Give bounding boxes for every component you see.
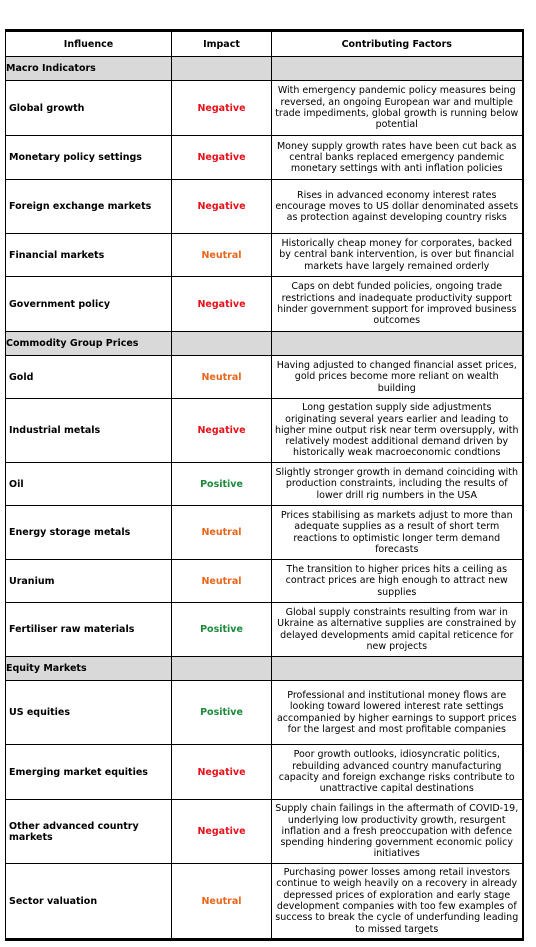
header-row [6,31,523,57]
header-factors: Contributing Factors [272,31,523,57]
factors-cell: Poor growth outlooks, idiosyncratic politics, rebuilding advanced country manufacturing capacity and foreign exchange risks contribute to unattractive capital destinations [272,745,523,800]
impact-cell: Negative [172,745,272,800]
factors-cell: Money supply growth rates have been cut back as central banks replaced emergency pandemic monetary settings with anti inflation policies [272,136,523,180]
influence-cell: Oil [6,463,172,506]
influence-cell: Uranium [6,560,172,603]
table-row [6,864,523,940]
table-row [6,681,523,745]
factors-cell: Having adjusted to changed financial asset prices, gold prices become more reliant on wealth building [272,356,523,399]
factors-cell: Professional and institutional money flows are looking toward lowered interest rate settings accompanied by higher earnings to support prices for the largest and most profitable companies [272,681,523,745]
impact-cell: Negative [172,800,272,864]
section-title: Equity Markets [6,657,172,681]
factors-cell: Caps on debt funded policies, ongoing trade restrictions and inadequate productivity support hinder government support for improved business outcomes [272,277,523,332]
table-row [6,136,523,180]
table-row [6,180,523,234]
impact-cell: Neutral [172,864,272,940]
factors-cell: Supply chain failings in the aftermath of COVID-19, underlying low productivity growth, resurgent inflation and a fresh preoccupation with defence spending hindering government economic policy initiatives [272,800,523,864]
table-row [6,603,523,657]
impact-cell: Negative [172,81,272,136]
factors-cell: The transition to higher prices hits a ceiling as contract prices are high enough to attract new supplies [272,560,523,603]
impact-cell: Neutral [172,506,272,560]
table-row [6,506,523,560]
section-commodity-group-prices [6,332,523,657]
influence-cell: Emerging market equities [6,745,172,800]
influence-cell: Industrial metals [6,399,172,463]
impact-cell: Positive [172,603,272,657]
influence-cell: Global growth [6,81,172,136]
impact-cell: Neutral [172,560,272,603]
section-header-row [6,657,523,681]
influence-table [5,29,524,941]
influence-cell: Financial markets [6,234,172,277]
table-row [6,234,523,277]
factors-cell: Prices stabilising as markets adjust to more than adequate supplies as a result of short term reactions to optimistic longer term demand forecasts [272,506,523,560]
impact-cell: Negative [172,277,272,332]
section-header-row [6,57,523,81]
influence-cell: Other advanced country markets [6,800,172,864]
impact-cell: Negative [172,399,272,463]
header-impact: Impact [172,31,272,57]
impact-cell: Positive [172,463,272,506]
table-row [6,277,523,332]
section-equity-markets [6,657,523,940]
factors-cell: Global supply constraints resulting from war in Ukraine as alternative supplies are constrained by delayed developments amid capital reticence for new projects [272,603,523,657]
influence-cell: Foreign exchange markets [6,180,172,234]
factors-cell: Historically cheap money for corporates, backed by central bank intervention, is over but financial markets have largely remained orderly [272,234,523,277]
factors-cell: Purchasing power losses among retail investors continue to weigh heavily on a recovery in already depressed prices of exploration and early stage development companies with too few examples of success to break the cycle of underfunding leading to missed targets [272,864,523,940]
table-row [6,81,523,136]
influence-cell: Monetary policy settings [6,136,172,180]
factors-cell: Long gestation supply side adjustments originating several years earlier and leading to higher mine output risk near term oversupply, with relatively modest additional demand driven by historically weak macroeconomic condtions [272,399,523,463]
section-header-row [6,332,523,356]
impact-cell: Positive [172,681,272,745]
table-row [6,463,523,506]
table-row [6,399,523,463]
impact-cell: Negative [172,180,272,234]
influence-cell: Fertiliser raw materials [6,603,172,657]
section-title: Commodity Group Prices [6,332,172,356]
influence-cell: Sector valuation [6,864,172,940]
table-row [6,560,523,603]
table-row [6,800,523,864]
factors-cell: Slightly stronger growth in demand coinciding with production constraints, including the results of lower drill rig numbers in the USA [272,463,523,506]
influence-cell: Government policy [6,277,172,332]
table-row [6,745,523,800]
section-macro-indicators [6,57,523,332]
impact-cell: Negative [172,136,272,180]
section-title: Macro Indicators [6,57,172,81]
factors-cell: Rises in advanced economy interest rates encourage moves to US dollar denominated assets as protection against developing country risks [272,180,523,234]
factors-cell: With emergency pandemic policy measures being reversed, an ongoing European war and multiple trade impediments, global growth is running below potential [272,81,523,136]
influence-cell: Energy storage metals [6,506,172,560]
influence-cell: Gold [6,356,172,399]
table-row [6,356,523,399]
influence-cell: US equities [6,681,172,745]
header-influence: Influence [6,31,172,57]
impact-cell: Neutral [172,356,272,399]
impact-cell: Neutral [172,234,272,277]
